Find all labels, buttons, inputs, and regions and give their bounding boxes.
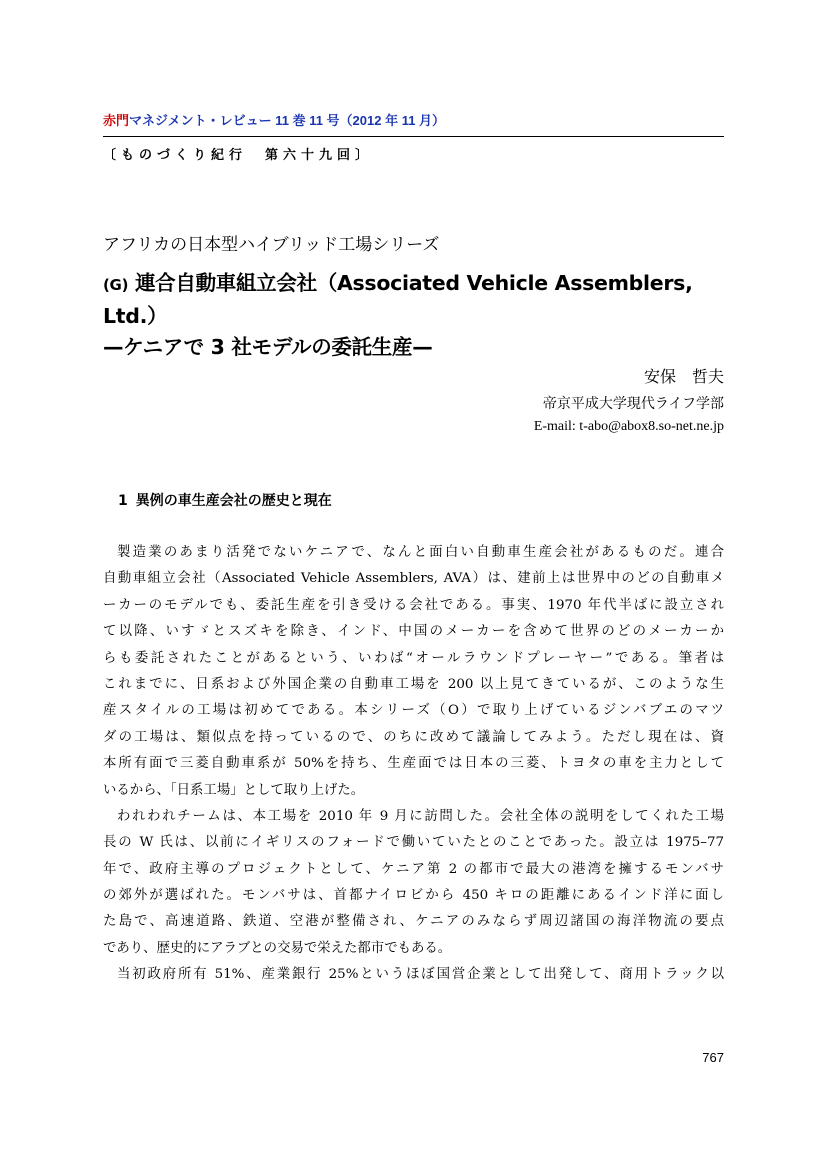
body-line: 製造業のあまり活発でないケニアで、なんと面白い自動車生産会社があるものだ。連合 bbox=[117, 545, 724, 560]
section-heading bbox=[118, 490, 332, 510]
body-line: これまでに、日系および外国企業の自動車工場を 200 以上見てきているが、このような生 bbox=[103, 676, 724, 692]
body-line: ーカーのモデルでも、委託生産を引き受ける会社である。事実、1970 年代半ばに設立され bbox=[103, 597, 724, 613]
body-line: いるから、「日系工場」として取り上げた。 bbox=[103, 782, 365, 798]
header-rule bbox=[103, 136, 724, 137]
title-prefix: (G) bbox=[103, 276, 129, 294]
author-name: 安保 哲夫 bbox=[643, 367, 724, 386]
body-line: 自動車組立会社（Associated Vehicle Assemblers, AVA）は、建前上は世界中のどの自動車メ bbox=[103, 571, 724, 587]
author-affiliation: 帝京平成大学現代ライフ学部 bbox=[542, 396, 724, 412]
author-block bbox=[534, 364, 724, 435]
author-email: E-mail: t-abo@abox8.so-net.ne.jp bbox=[533, 419, 724, 434]
journal-name-red: 赤門 bbox=[103, 113, 130, 128]
body-line: であり、歴史的にアラブとの交易で栄えた都市でもある。 bbox=[103, 940, 452, 956]
series-title: アフリカの日本型ハイブリッド工場シリーズ bbox=[103, 235, 440, 255]
body-line: 年で、政府主導のプロジェクトとして、ケニア第 2 の都市で最大の港湾を擁するモンバサ bbox=[103, 861, 724, 877]
article-title bbox=[103, 268, 733, 363]
title-line-2: —ケニアで 3 社モデルの委託生産— bbox=[103, 335, 433, 359]
journal-issue: マネジメント・レビュー 11 巻 11 号（2012 年 11 月） bbox=[129, 113, 446, 128]
body-line: て以降、いすゞとスズキを除き、インド、中国のメーカーを含めて世界のどのメーカーか bbox=[103, 624, 724, 640]
body-line: 本所有面で三菱自動車系が 50%を持ち、生産面では日本の三菱、トヨタの車を主力として bbox=[103, 756, 724, 772]
body-line: 当初政府所有 51%、産業銀行 25%というほぼ国営企業として出発して、商用トラック以 bbox=[117, 967, 724, 983]
body-line: た島で、高速道路、鉄道、空港が整備され、ケニアのみならず周辺諸国の海洋物流の要点 bbox=[103, 914, 724, 930]
title-main: 連合自動車組立会社（Associated Vehicle Assemblers, Ltd.） bbox=[103, 271, 693, 328]
page-number: 767 bbox=[702, 1050, 724, 1065]
series-label: 〔ものづくり紀行 第六十九回〕 bbox=[103, 148, 374, 163]
section-number: 1 bbox=[118, 493, 128, 509]
body-line: らも委託されたことがあるという、いわば“オールラウンドプレーヤー”である。筆者は bbox=[103, 650, 724, 666]
title-line-1 bbox=[103, 268, 733, 332]
section-title: 異例の車生産会社の歴史と現在 bbox=[135, 493, 332, 509]
journal-header bbox=[103, 110, 445, 129]
body-line: ダの工場は、類似点を持っているので、のちに改めて議論してみよう。ただし現在は、資 bbox=[103, 729, 724, 745]
body-line: 長の W 氏は、以前にイギリスのフォードで働いていたとのことであった。設立は 1975–77 bbox=[103, 835, 724, 851]
body-line: われわれチームは、本工場を 2010 年 9 月に訪問した。会社全体の説明をしてくれた工場 bbox=[117, 808, 724, 824]
body-line: 産スタイルの工場は初めてである。本シリーズ（O）で取り上げているジンバブエのマツ bbox=[103, 703, 724, 719]
body-line: の郊外が選ばれた。モンバサは、首都ナイロビから 450 キロの距離にあるインド洋に面し bbox=[103, 888, 724, 904]
body-text bbox=[103, 540, 724, 989]
